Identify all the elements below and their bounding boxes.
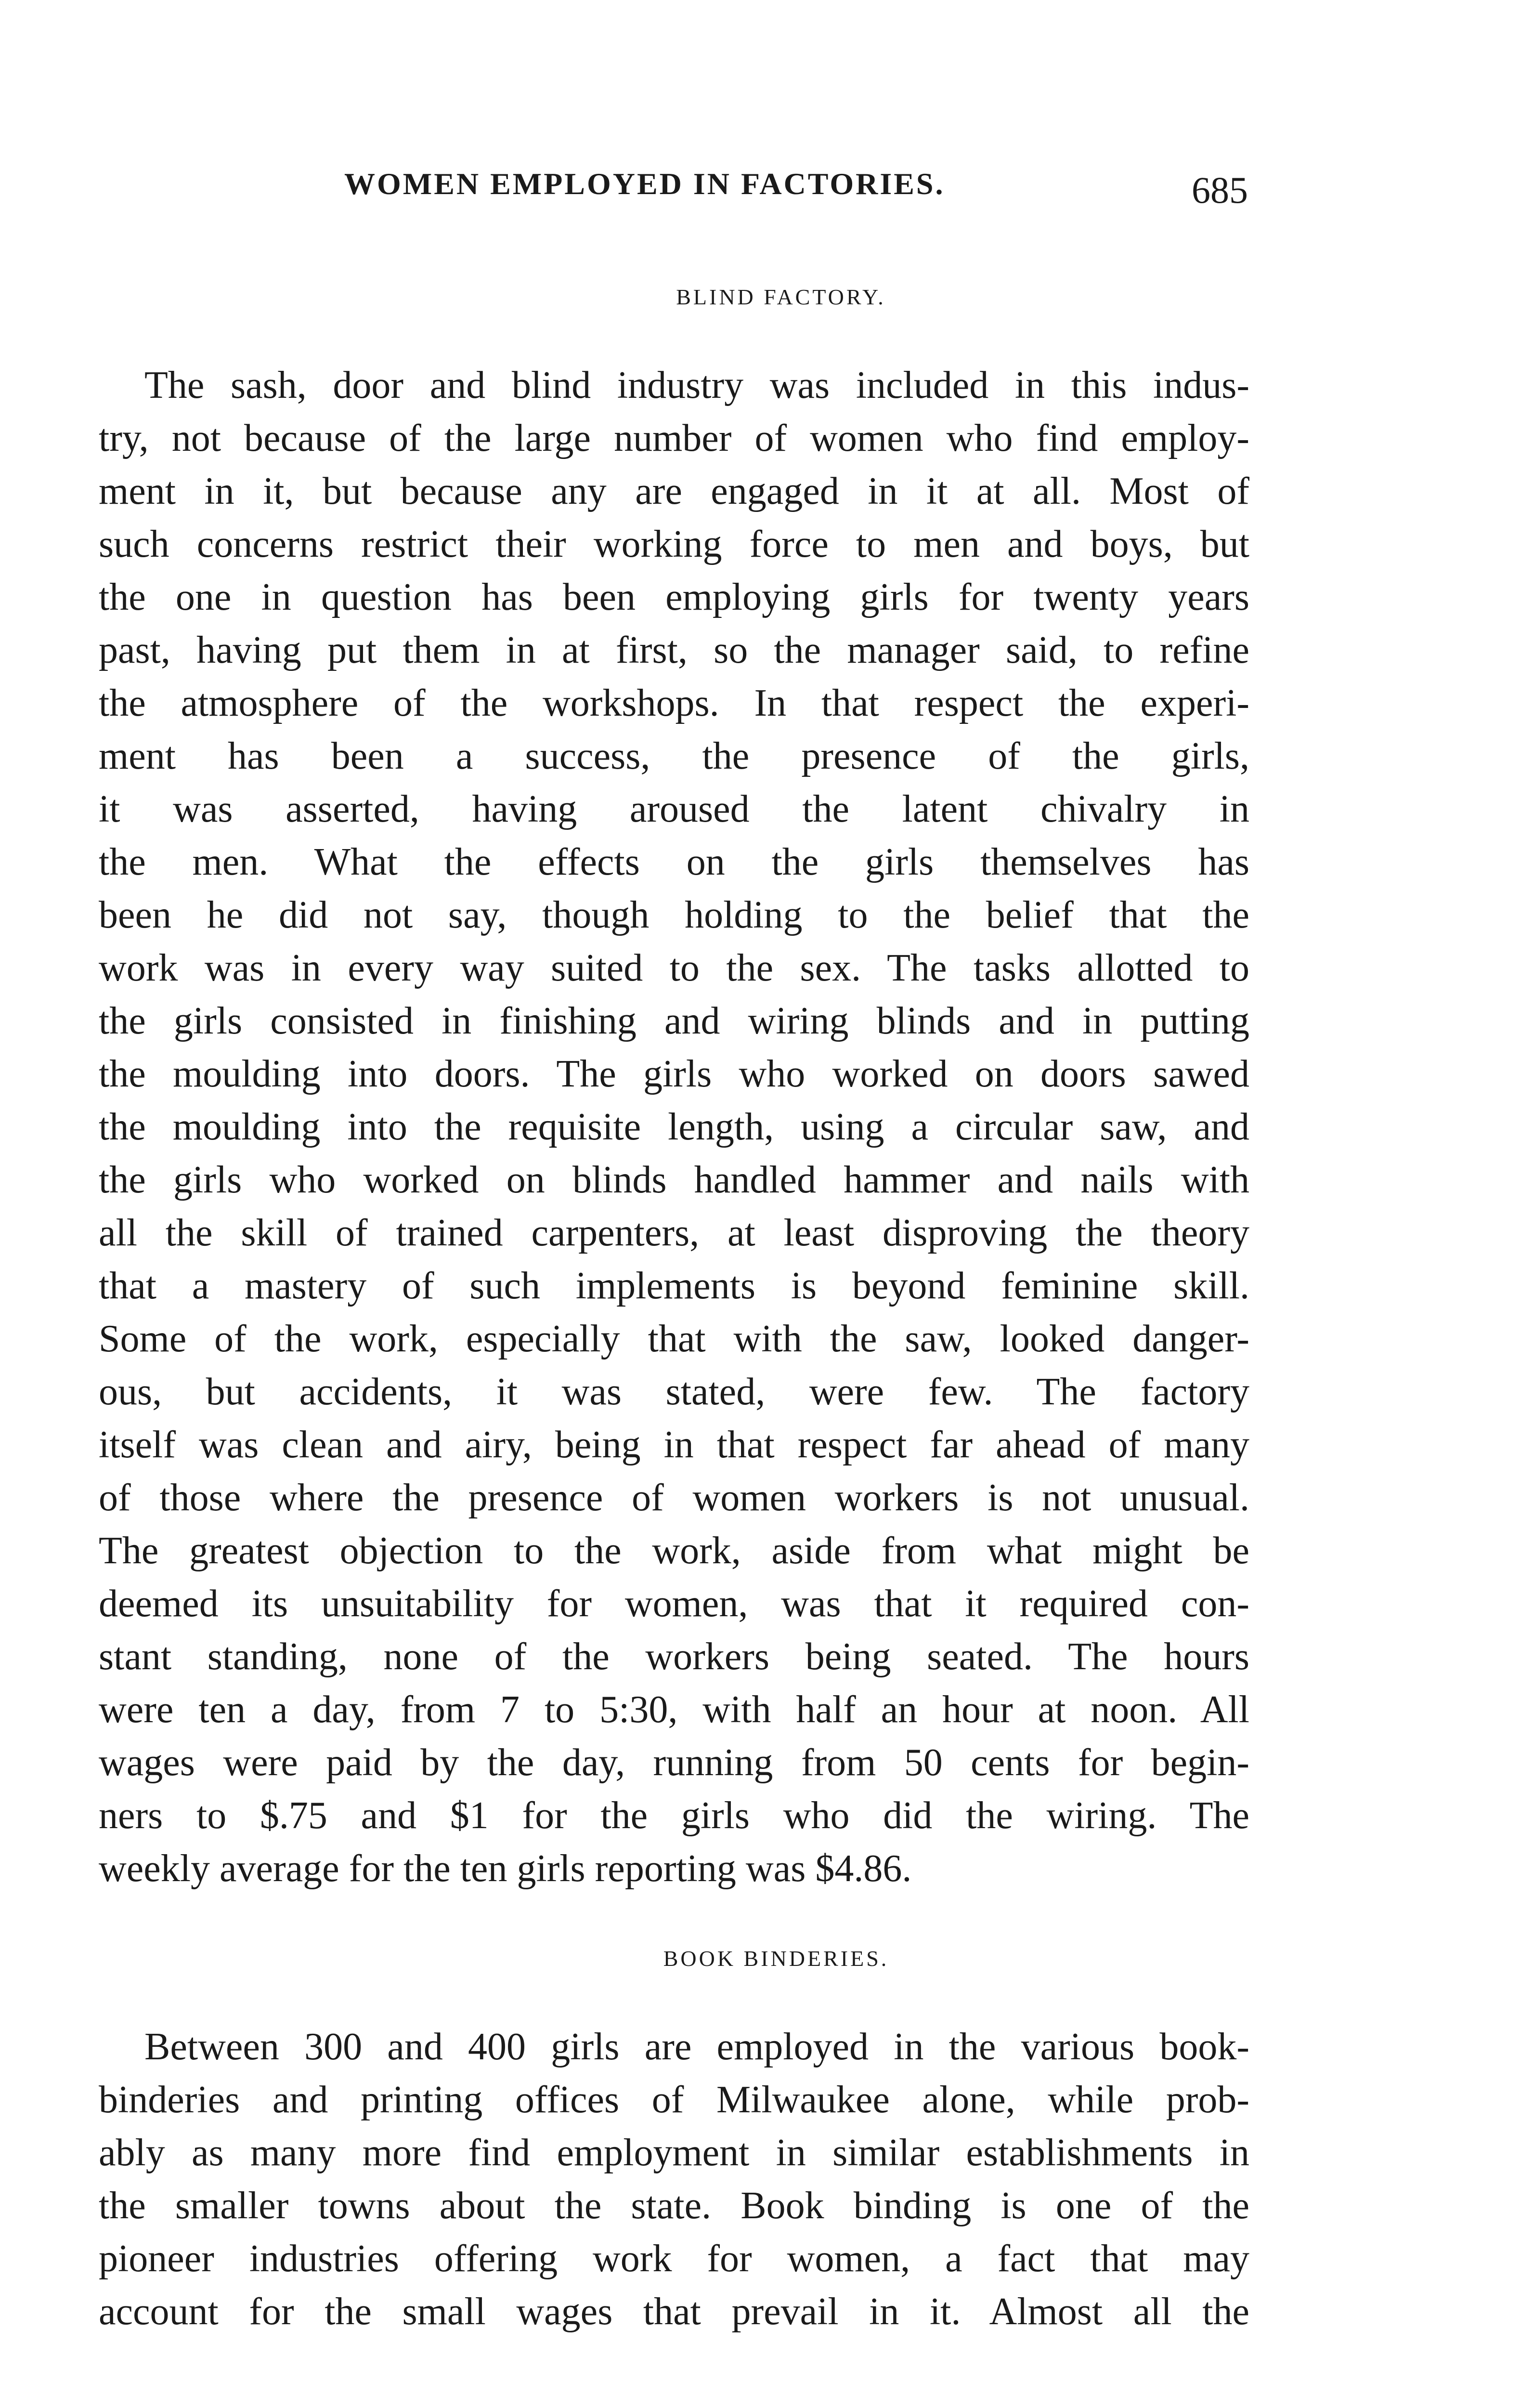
text-line: Some of the work, especially that with the saw, looked danger-	[99, 1318, 1249, 1360]
text-line: wages were paid by the day, running from 50 cents for begin-	[99, 1741, 1249, 1784]
text-line: weekly average for the ten girls reporting was $4.86.	[99, 1847, 912, 1890]
text-line: pioneer industries offering work for women, a fact that may	[99, 2238, 1249, 2280]
text-line: deemed its unsuitability for women, was that it required con-	[99, 1583, 1249, 1625]
text-line: The greatest objection to the work, aside from what might be	[99, 1530, 1249, 1572]
text-line: the moulding into doors. The girls who worked on doors sawed	[99, 1053, 1249, 1095]
text-line: the smaller towns about the state. Book binding is one of the	[99, 2185, 1249, 2227]
text-line: it was asserted, having aroused the latent chivalry in	[99, 788, 1249, 830]
text-line: were ten a day, from 7 to 5:30, with half an hour at noon. All	[99, 1688, 1249, 1731]
text-line: ment in it, but because any are engaged in it at all. Most of	[99, 470, 1249, 512]
running-head	[0, 166, 1533, 224]
text-line: the atmosphere of the workshops. In that respect the experi-	[99, 682, 1249, 724]
text-line: ment has been a success, the presence of the girls,	[99, 735, 1249, 777]
text-line: binderies and printing offices of Milwaukee alone, while prob-	[99, 2079, 1249, 2121]
text-line: the moulding into the requisite length, using a circular saw, and	[99, 1106, 1249, 1148]
text-line: the girls consisted in finishing and wiring blinds and in putting	[99, 1000, 1249, 1042]
paragraph-book-binderies	[99, 2020, 1249, 2338]
text-line: the girls who worked on blinds handled hammer and nails with	[99, 1159, 1249, 1201]
paragraph-blind-factory	[99, 359, 1249, 1895]
text-line: that a mastery of such implements is beyond feminine skill.	[99, 1265, 1249, 1307]
section-heading-blind-factory: BLIND FACTORY.	[676, 285, 886, 309]
text-line: itself was clean and airy, being in that respect far ahead of many	[99, 1424, 1249, 1466]
text-line: the men. What the effects on the girls themselves has	[99, 841, 1249, 883]
page-number: 685	[1192, 169, 1248, 211]
text-line: past, having put them in at first, so the manager said, to refine	[99, 629, 1249, 671]
section-heading-book-binderies: BOOK BINDERIES.	[663, 1946, 889, 1971]
text-line: such concerns restrict their working force to men and boys, but	[99, 523, 1249, 565]
text-line: been he did not say, though holding to the belief that the	[99, 894, 1249, 936]
text-line: work was in every way suited to the sex. The tasks allotted to	[99, 947, 1249, 989]
text-line: The sash, door and blind industry was included in this indus-	[144, 364, 1249, 406]
text-line: of those where the presence of women workers is not unusual.	[99, 1477, 1249, 1519]
text-line: stant standing, none of the workers being seated. The hours	[99, 1636, 1249, 1678]
text-line: Between 300 and 400 girls are employed in the various book-	[144, 2026, 1249, 2068]
running-title: WOMEN EMPLOYED IN FACTORIES.	[344, 167, 945, 201]
text-line: all the skill of trained carpenters, at least disproving the theory	[99, 1212, 1249, 1254]
text-line: account for the small wages that prevail in it. Almost all the	[99, 2290, 1249, 2333]
text-line: try, not because of the large number of women who find employ-	[99, 417, 1249, 459]
text-line: the one in question has been employing girls for twenty years	[99, 576, 1249, 618]
text-line: ous, but accidents, it was stated, were few. The factory	[99, 1371, 1249, 1413]
text-line: ably as many more find employment in similar establishments in	[99, 2132, 1249, 2174]
text-line: ners to $.75 and $1 for the girls who did the wiring. The	[99, 1794, 1249, 1837]
